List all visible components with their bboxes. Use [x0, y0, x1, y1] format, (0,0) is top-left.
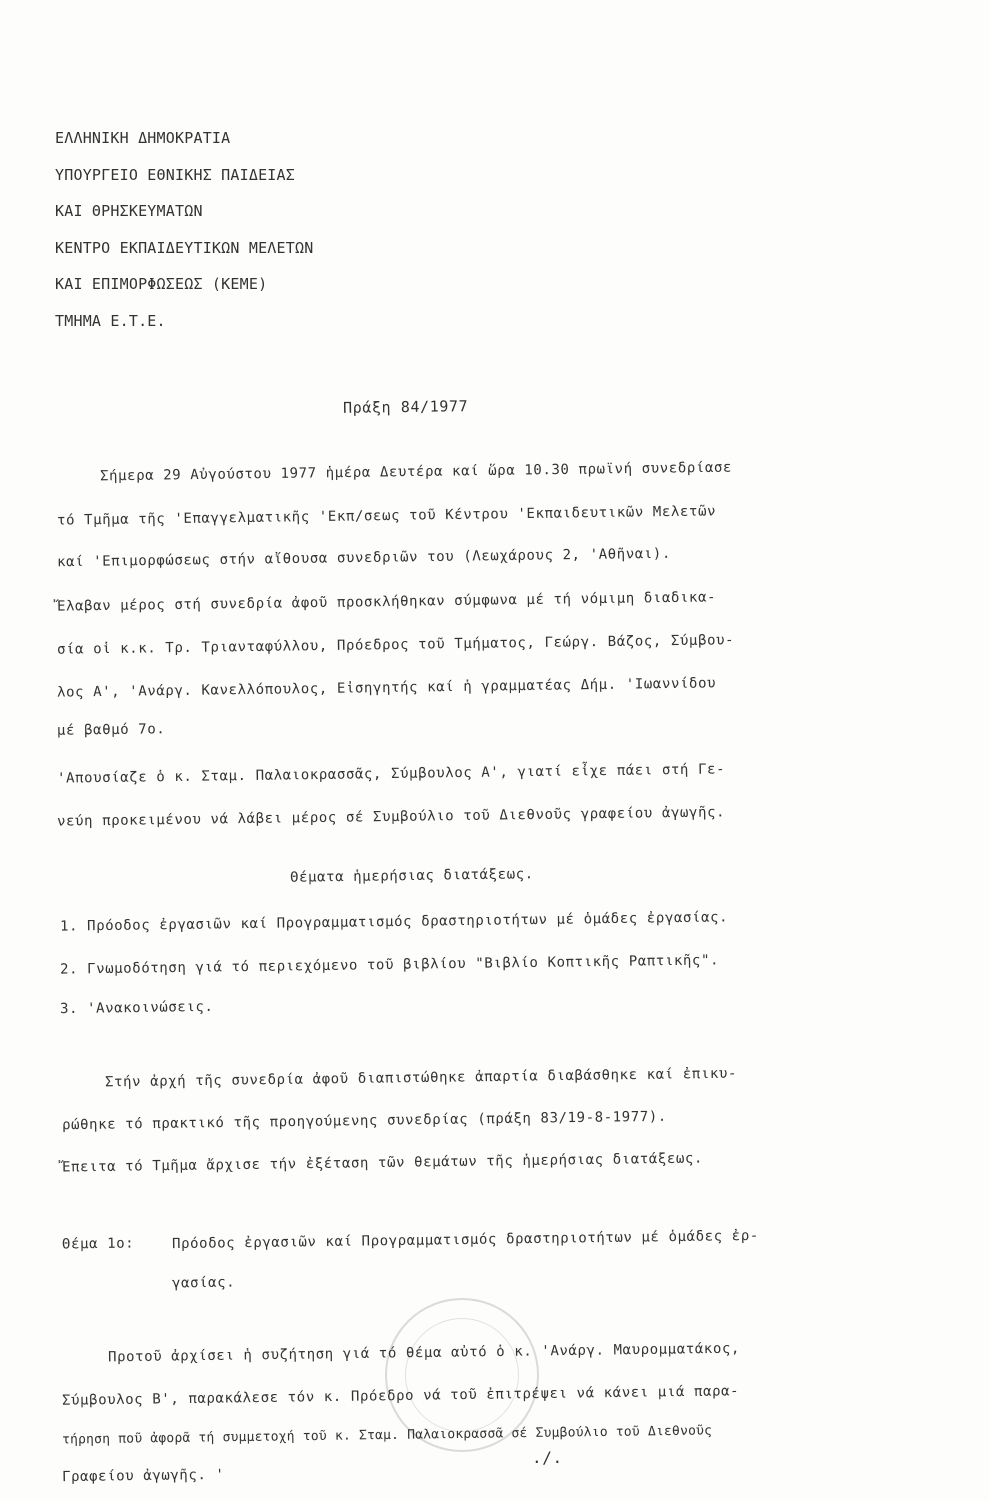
- text-line: νεύη προκειμένου νά λάβει μέρος σέ Συμβούλιο τοῦ Διεθνοῦς γραφείου ἀγωγῆς.: [56, 804, 726, 830]
- agenda-item: 2. Γνωμοδότηση γιά τό περιεχόμενο τοῦ βιβλίου "Βιβλίο Κοπτικῆς Ραπτικῆς".: [59, 952, 720, 978]
- letterhead-line: ΚΕΝΤΡΟ ΕΚΠΑΙΔΕΥΤΙΚΩΝ ΜΕΛΕΤΩΝ: [55, 238, 314, 257]
- text-line: σία οἱ κ.κ. Τρ. Τριανταφύλλου, Πρόεδρος τοῦ Τμήματος, Γεώργ. Βάζος, Σύμβου-: [56, 632, 735, 658]
- text-line: ρώθηκε τό πρακτικό τῆς προηγούμενης συνεδρίας (πράξη 83/19-8-1977).: [61, 1108, 668, 1134]
- letterhead-line: ΤΜΗΜΑ Ε.Τ.Ε.: [55, 311, 166, 330]
- continuation-mark: ./.: [532, 1448, 563, 1467]
- letterhead-line: ΚΑΙ ΕΠΙΜΟΡΦΩΣΕΩΣ (ΚΕΜΕ): [55, 275, 268, 293]
- agenda-title: Θέματα ἡμερήσιας διατάξεως.: [289, 866, 534, 886]
- act-title: Πράξη 84/1977: [342, 397, 469, 417]
- letterhead-line: ΥΠΟΥΡΓΕΙΟ ΕΘΝΙΚΗΣ ΠΑΙΔΕΙΑΣ: [55, 165, 295, 184]
- text-line: Ἔπειτα τό Τμῆμα ἄρχισε τήν ἐξέταση τῶν θεμάτων τῆς ἡμερήσιας διατάξεως.: [61, 1150, 704, 1176]
- text-line: καί 'Επιμορφώσεως στήν αἴθουσα συνεδριῶν του (Λεωχάρους 2, 'Αθῆναι).: [56, 545, 672, 571]
- text-line: Γραφείου ἀγωγῆς. ': [61, 1466, 225, 1486]
- agenda-item: 3. 'Ανακοινώσεις.: [59, 998, 214, 1018]
- text-line: Στήν ἀρχή τῆς συνεδρία ἀφοῦ διαπιστώθηκε ἀπαρτία διαβάσθηκε καί ἐπικυ-: [104, 1065, 738, 1091]
- topic-text: γασίας.: [171, 1274, 236, 1292]
- text-line: Ἔλαβαν μέρος στή συνεδρία ἀφοῦ προσκλήθηκαν σύμφωνα μέ τή νόμιμη διαδικα-: [56, 589, 717, 615]
- text-line: μέ βαθμό 7ο.: [56, 721, 166, 739]
- text-line: Προτοῦ ἀρχίσει ἡ συζήτηση γιά τό θέμα αὐτό ὁ κ. 'Ανάργ. Μαυρομματάκος,: [107, 1340, 741, 1366]
- text-line: Σύμβουλος Β', παρακάλεσε τόν κ. Πρόεδρο νά τοῦ ἐπιτρέψει νά κάνει μιά παρα-: [61, 1383, 740, 1409]
- letterhead-line: ΕΛΛΗΝΙΚΗ ΔΗΜΟΚΡΑΤΙΑ: [55, 129, 231, 147]
- text-line: 'Απουσίαζε ὁ κ. Σταμ. Παλαιοκρασσᾶς, Σύμβουλος Α', γιατί εἶχε πάει στή Γε-: [56, 761, 726, 787]
- letterhead-line: ΚΑΙ ΘΡΗΣΚΕΥΜΑΤΩΝ: [55, 202, 203, 220]
- text-line: Σήμερα 29 Αὐγούστου 1977 ἡμέρα Δευτέρα καί ὥρα 10.30 πρωϊνή συνεδρίασε: [99, 459, 733, 485]
- letterhead: [55, 120, 313, 339]
- text-line: τήρηση ποῦ ἀφορᾶ τή συμμετοχή τοῦ κ. Σταμ. Παλαιοκρασσᾶ σέ Συμβούλιο τοῦ Διεθνοῦς: [61, 1423, 713, 1448]
- text-line: λος Α', 'Ανάργ. Κανελλόπουλος, Εἰσηγητής καί ἡ γραμματέας Δήμ. 'Ιωαννίδου: [56, 675, 717, 701]
- text-line: τό Τμῆμα τῆς 'Επαγγελματικῆς 'Εκπ/σεως τοῦ Κέντρου 'Εκπαιδευτικῶν Μελετῶν: [56, 503, 717, 529]
- topic-label: Θέμα 1ο:: [61, 1235, 135, 1253]
- agenda-item: 1. Πρόοδος ἐργασιῶν καί Προγραμματισμός δραστηριοτήτων μέ ὁμάδες ἐργασίας.: [59, 909, 729, 935]
- topic-text: Πρόοδος ἐργασιῶν καί Προγραμματισμός δραστηριοτήτων μέ ὁμάδες ἐρ-: [171, 1227, 759, 1253]
